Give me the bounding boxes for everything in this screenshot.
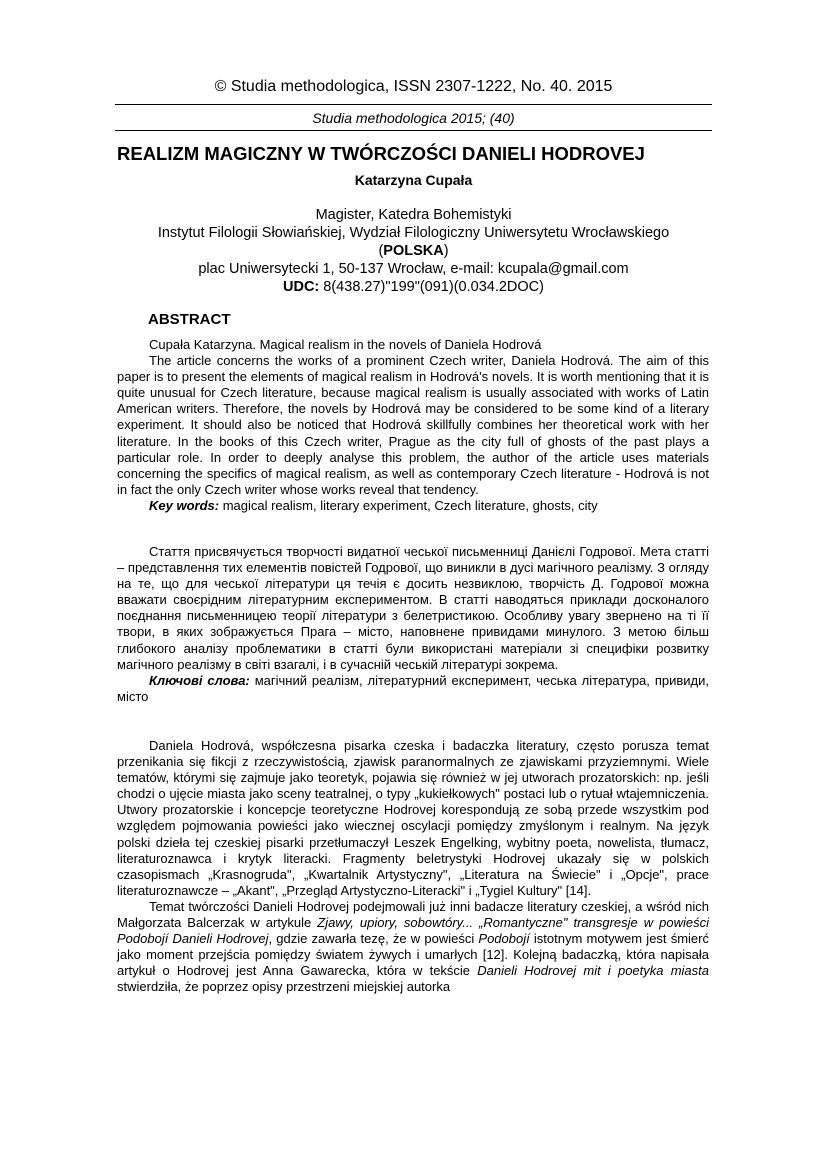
ukrainian-text: Стаття присвячується творчості видатної чеської письменниці Данієлі Годрової. Мета статті – представлення тих елементів повістей Годрової, що виникли в дусі магічного реалізму. З огляду на те, що для чеської літератури ця течія є досить незвиклою, творчість Д. Годрової можна вважати своєрідним літературним експериментом. В статті наводяться приклади досконалого поєднання письменницею теорії літератури з белетристикою. Особливу увагу звернено на ті її твори, в яких зображується Прага – місто, наповнене привидами минулого. З метою більш глибокого аналізу проблематики в статті були використані матеріали зі специфіки розвитку магічного реалізму в світі взагалі, і в сучасній чеській літературі зокрема. bbox=[117, 544, 709, 672]
p2-cited-title-2: Danieli Hodrovej mit i poetyka miasta bbox=[477, 963, 709, 979]
ukrainian-abstract bbox=[117, 544, 709, 705]
paren-close: ) bbox=[443, 243, 449, 259]
abstract-text: The article concerns the works of a prominent Czech writer, Daniela Hodrová. The aim of this paper is to present the elements of magical realism in Hodrová's novels. It is worth mentioning that it is quite unusual for Czech literature, because magical realism is usually associated with works of Latin American writers. Therefore, the novels by Hodrová may be considered to be some kind of a literary experiment. It should also be noticed that Hodrová skillfully combines her theoretical work with her literature. In the books of this Czech writer, Prague as the city full of ghosts of the past plays a particular role. In order to deeply analyse this problem, the author of the article uses materials concerning the specifics of magical realism, as well as contemporary Czech literature - Hodrová is not in fact the only Czech writer whose works reveal that tendency. bbox=[117, 353, 709, 497]
copyright-line: © Studia methodologica, ISSN 2307-1222, No. 40. 2015 bbox=[214, 78, 613, 95]
paren-open: ( bbox=[378, 243, 384, 259]
paragraph-1: Daniela Hodrová, współczesna pisarka czeska i badaczka literatury, często porusza temat przenikania się fikcji z rzeczywistością, zjawisk paranormalnych ze zjawiskami przyziemnymi. Wiele tematów, którymi się zajmuje jako teoretyk, pojawia się również w jej utworach prozatorskich: np. jeśli chodzi o ujęcie miasta jako sceny teatralnej, o typy „kukiełkowych" postaci lub o rytuał wtajemniczenia. Utwory prozatorskie i koncepcje teoretyczne Hodrovej korespondują ze sobą przede wszystkim pod względem pojmowania powieści jako wiecznej oscylacji pomiędzy zmyślonym i realnym. Na język polski dzieła tej czeskiej pisarki przetłumaczył Leszek Engelking, wybitny poeta, nowelista, tłumacz, literaturoznawca i krytyk literacki. Fragmenty beletrystyki Hodrovej ukazały się w polskich czasopismach „Krasnogruda", „Kwartalnik Artystyczny", „Literatura na Świecie" i „Opcje", prace literaturoznawcze – „Akant", „Przegląd Artystyczno-Literacki" i „Tygiel Kultury" [14]. bbox=[117, 738, 709, 898]
p2-text-a: Temat twórczości Danieli Hodrovej podejmowali już inni badacze literatury czeskiej, a wśród nich Małgorzata Balcerzak w artykule bbox=[117, 898, 709, 931]
affiliation-block bbox=[0, 206, 827, 296]
main-text bbox=[117, 738, 709, 996]
affiliation-address: plac Uniwersytecki 1, 50-137 Wrocław, e-mail: kcupala@gmail.com bbox=[198, 261, 629, 277]
author-name: Katarzyna Cupała bbox=[354, 172, 473, 188]
p2-text-e: istotnym motywem jest śmierć jako moment przejścia pomiędzy światem żywych i umarłych [12]. Kolejną badaczką, która napisała artykuł o Hodrovej jest Anna Gawarecka, która w tekście bbox=[117, 931, 709, 979]
abstract-body bbox=[117, 337, 709, 514]
p2-cited-title-1: Zjawy, upiory, sobowtóry... „Romantyczne" transgresje w powieści Podobojí Danieli Hodrovej bbox=[117, 915, 709, 947]
article-title: REALIZM MAGICZNY W TWÓRCZOŚCI DANIELI HODROVEJ bbox=[117, 143, 645, 164]
journal-line: Studia methodologica 2015; (40) bbox=[312, 110, 515, 126]
ukrainian-keywords bbox=[117, 673, 709, 705]
p2-text-g: stwierdziła, że poprzez opisy przestrzeni miejskiej autorka bbox=[117, 979, 451, 995]
ukrainian-keywords-label: Ключові слова: bbox=[149, 672, 250, 688]
affiliation-country bbox=[0, 242, 827, 260]
header-rule-bottom bbox=[115, 130, 712, 131]
country-name: POLSKA bbox=[383, 243, 444, 259]
abstract-keywords bbox=[117, 498, 709, 514]
udc-label: UDC: bbox=[283, 279, 320, 295]
abstract-citation: Cupała Katarzyna. Magical realism in the novels of Daniela Hodrová bbox=[149, 337, 542, 352]
paragraph-2 bbox=[117, 899, 709, 996]
affiliation-position: Magister, Katedra Bohemistyki bbox=[315, 207, 512, 223]
keywords-text: magical realism, literary experiment, Czech literature, ghosts, city bbox=[219, 497, 598, 513]
p2-cited-novel: Podobojí bbox=[478, 931, 530, 947]
udc-line bbox=[0, 278, 827, 296]
abstract-heading: ABSTRACT bbox=[148, 311, 231, 328]
keywords-label: Key words: bbox=[149, 497, 220, 513]
header-rule-top bbox=[115, 104, 712, 105]
affiliation-institute: Instytut Filologii Słowiańskiej, Wydział Filologiczny Uniwersytetu Wrocławskiego bbox=[157, 225, 670, 241]
ukrainian-keywords-text: магічний реалізм, літературний експеримент, чеська література, привиди, місто bbox=[117, 672, 709, 704]
udc-value: 8(438.27)"199"(091)(0.034.2DOC) bbox=[319, 279, 544, 295]
p2-text-c: , gdzie zawarła tezę, że w powieści bbox=[268, 931, 479, 947]
